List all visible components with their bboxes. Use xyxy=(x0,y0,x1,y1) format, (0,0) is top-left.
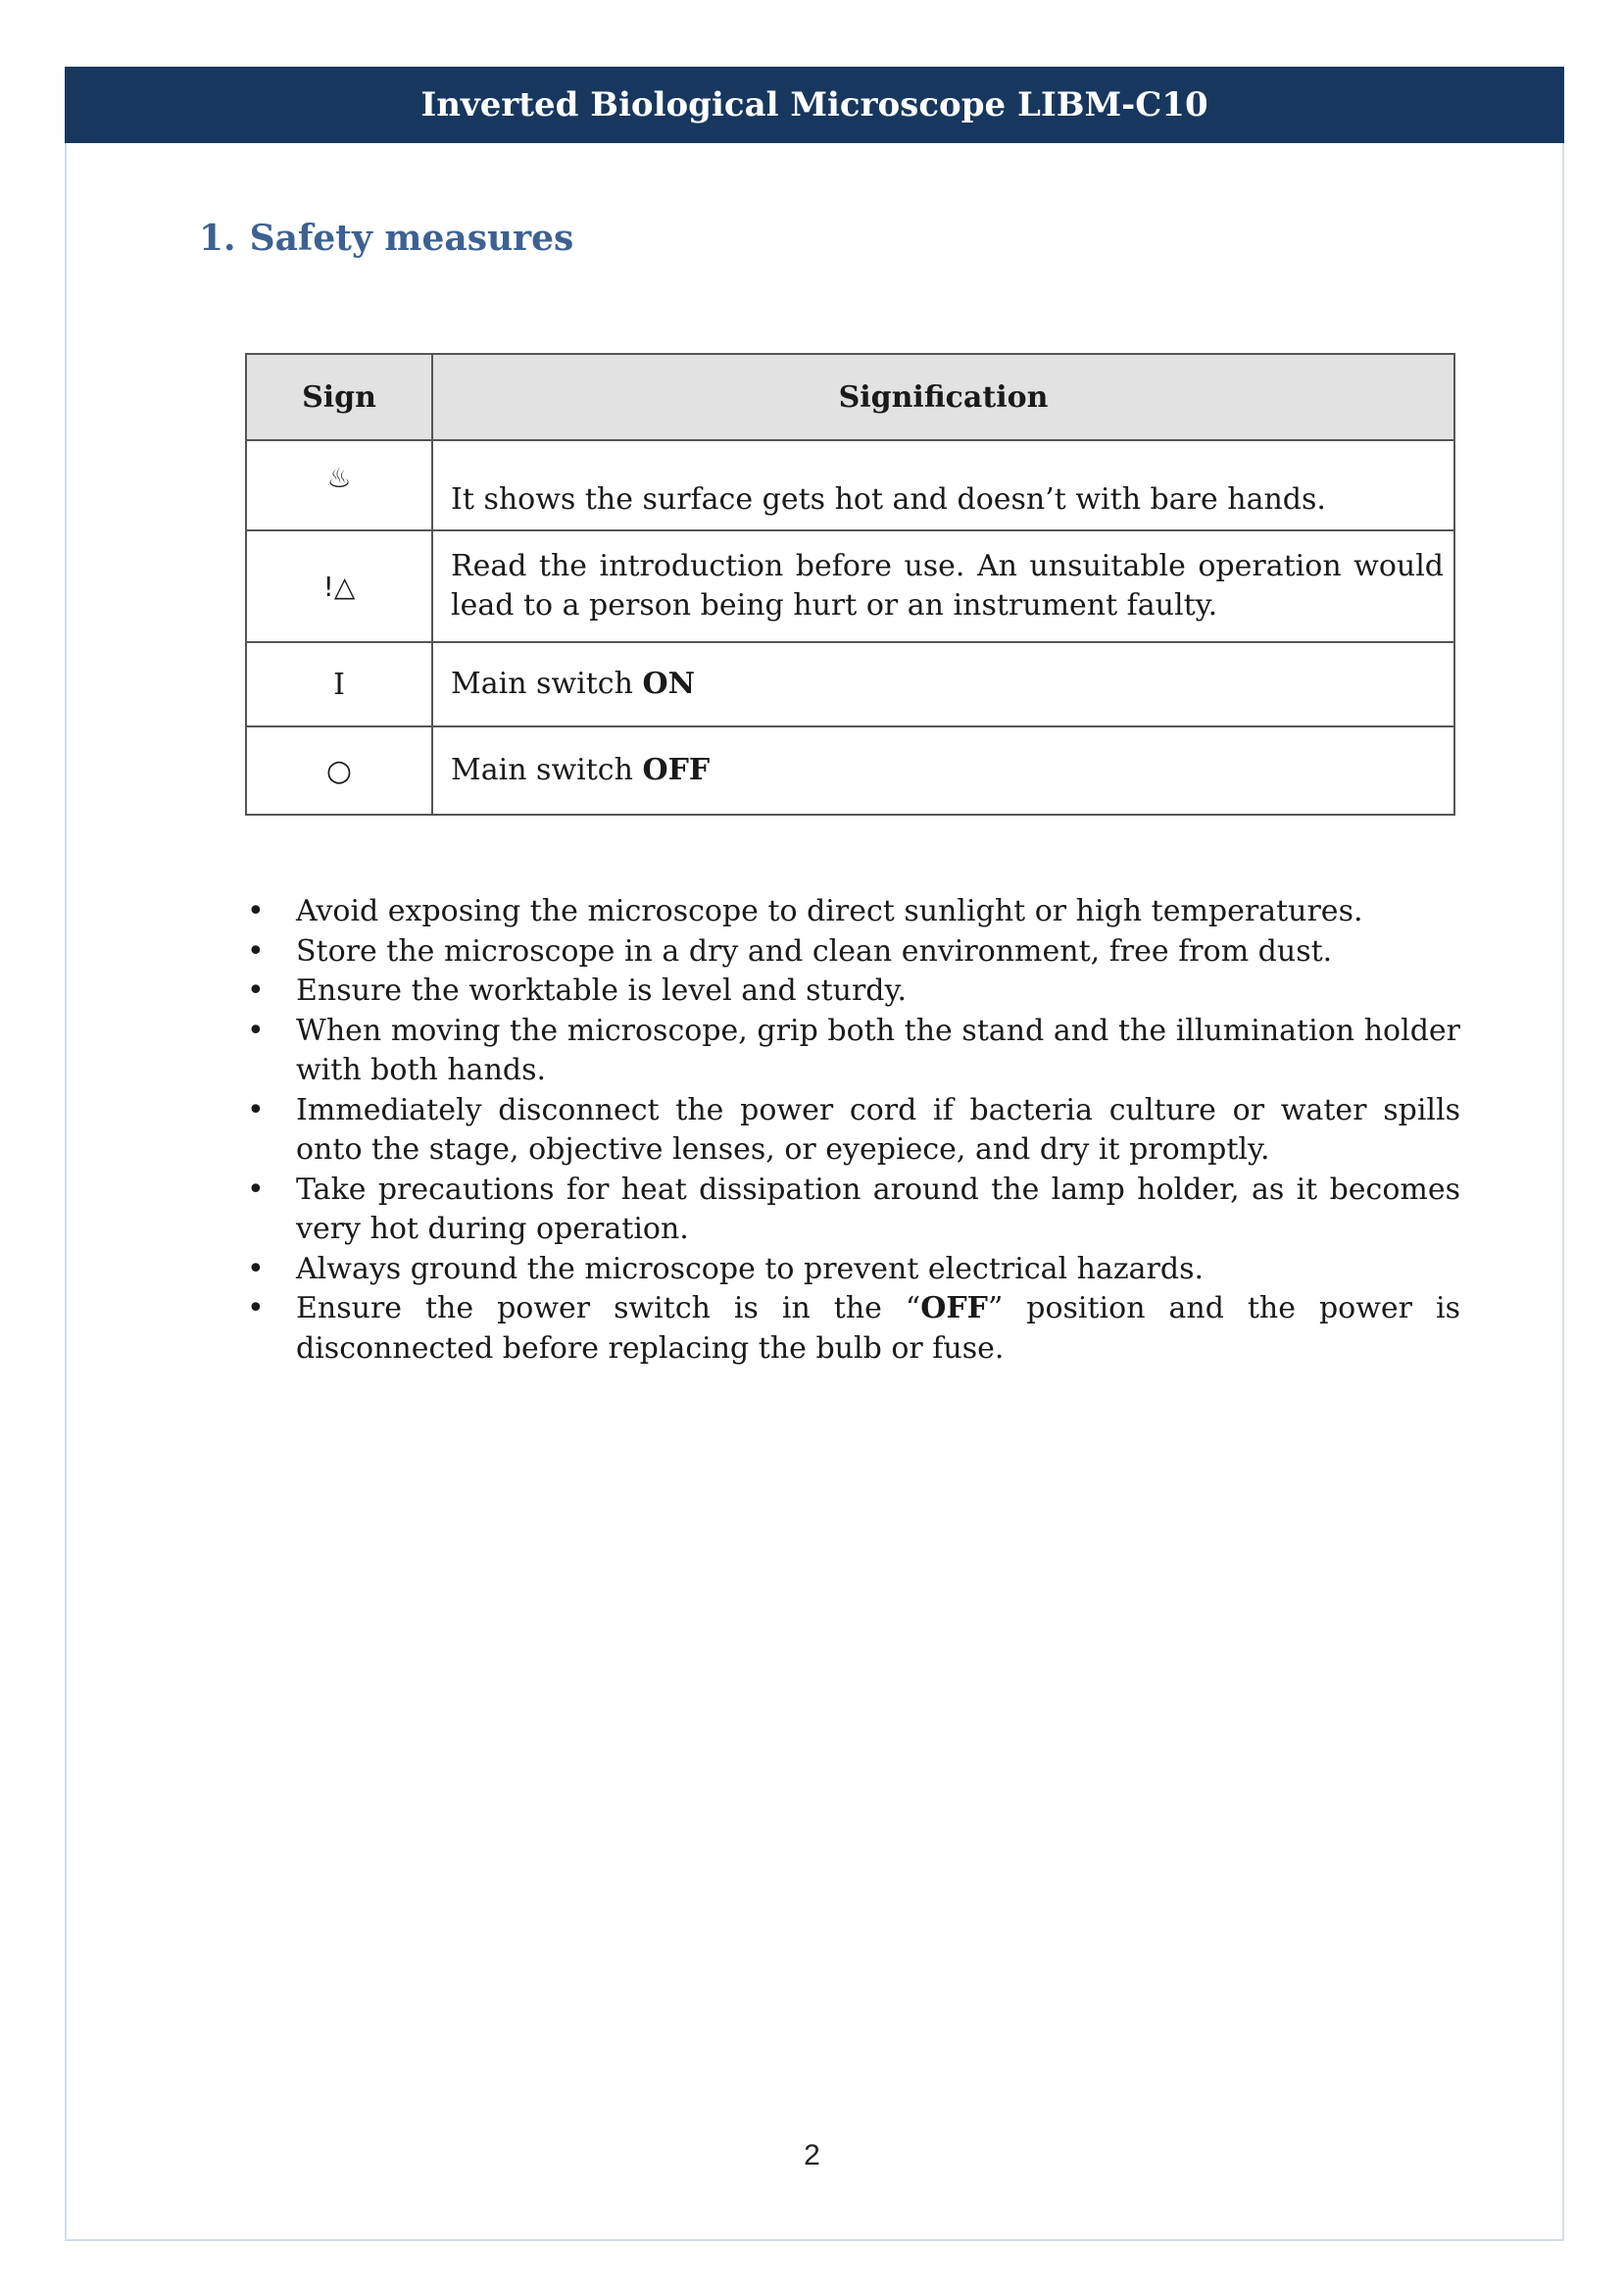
bullet-icon: • xyxy=(247,973,265,1008)
list-item-text: Store the microscope in a dry and clean environment, free from dust. xyxy=(296,933,1333,969)
list-item-text: Take precautions for heat dissipation around the lamp holder, as it becomes very hot during operation. xyxy=(296,1172,1460,1246)
bullet-icon: • xyxy=(247,894,265,928)
table-header-row xyxy=(246,354,1454,440)
list-item-text: Ensure the power switch is in the “ xyxy=(296,1291,921,1325)
section-number: 1. xyxy=(199,218,236,259)
table-row xyxy=(246,440,1454,530)
list-item-text: Avoid exposing the microscope to direct sunlight or high temperatures. xyxy=(296,894,1363,928)
safety-bullet-list xyxy=(245,892,1460,1369)
list-item-text: Ensure the worktable is level and sturdy. xyxy=(296,973,907,1008)
list-item-text: Always ground the microscope to prevent electrical hazards. xyxy=(296,1251,1205,1286)
safety-signs-table xyxy=(245,353,1455,816)
list-item-text: When moving the microscope, grip both the stand and the illumination holder with both hands. xyxy=(296,1013,1460,1087)
signification-cell xyxy=(432,642,1454,726)
power-off-icon: ○ xyxy=(325,753,353,788)
list-item xyxy=(245,1012,1460,1091)
signification-bold: ON xyxy=(642,667,696,701)
signification-text: It shows the surface gets hot and doesn’t with bare hands. xyxy=(451,482,1326,517)
bullet-icon: • xyxy=(247,1251,265,1286)
signification-text: Read the introduction before use. An unsuitable operation would lead to a person being hurt or an instrument faulty. xyxy=(451,549,1444,623)
column-header-sign: Sign xyxy=(246,354,432,440)
table-row xyxy=(246,726,1454,815)
bullet-icon: • xyxy=(247,1291,265,1325)
sign-cell xyxy=(246,440,432,530)
sign-cell xyxy=(246,530,432,642)
list-item-text-after: ” position and the power is disconnected before replacing the bulb or fuse. xyxy=(296,1291,1460,1366)
document-header xyxy=(65,67,1564,143)
signification-text: Main switch xyxy=(451,667,643,701)
column-header-signification: Signification xyxy=(432,354,1454,440)
list-item xyxy=(245,1171,1460,1250)
page-number: 2 xyxy=(804,2139,820,2171)
warning-icon: !△ xyxy=(322,570,356,603)
list-item xyxy=(245,1091,1460,1171)
hot-surface-icon: ♨ xyxy=(326,462,352,494)
table-row xyxy=(246,530,1454,642)
signification-cell xyxy=(432,440,1454,530)
bullet-icon: • xyxy=(247,933,265,969)
list-item xyxy=(245,972,1460,1012)
list-item xyxy=(245,892,1460,932)
list-item xyxy=(245,1289,1460,1369)
sign-cell xyxy=(246,642,432,726)
document-title: Inverted Biological Microscope LIBM-C10 xyxy=(420,85,1208,125)
section-title: Safety measures xyxy=(249,218,574,259)
list-item-text: Immediately disconnect the power cord if bacteria culture or water spills onto the stage, objective lenses, or eyepiece, and dry it promptly. xyxy=(296,1092,1460,1167)
table-row xyxy=(246,642,1454,726)
signification-cell xyxy=(432,530,1454,642)
power-on-icon: I xyxy=(333,667,345,702)
bullet-icon: • xyxy=(247,1013,265,1048)
list-item-bold: OFF xyxy=(920,1291,988,1325)
list-item xyxy=(245,1250,1460,1290)
signification-cell xyxy=(432,726,1454,815)
signification-bold: OFF xyxy=(642,753,711,787)
signification-text: Main switch xyxy=(451,753,643,787)
sign-cell xyxy=(246,726,432,815)
bullet-icon: • xyxy=(247,1172,265,1207)
list-item xyxy=(245,932,1460,973)
bullet-icon: • xyxy=(247,1092,265,1127)
section-heading xyxy=(199,218,573,259)
